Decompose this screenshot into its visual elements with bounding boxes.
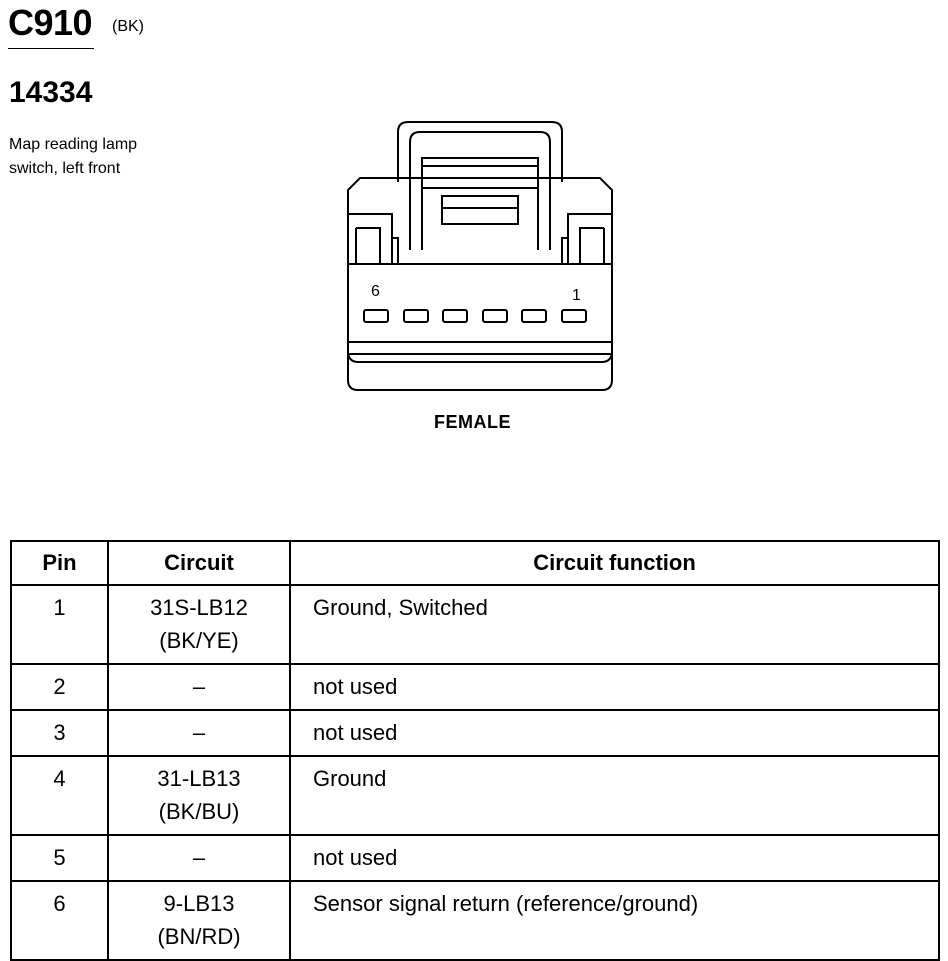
circuit-color: (BN/RD) xyxy=(157,924,241,949)
circuit-code: – xyxy=(192,720,206,745)
description-line-2: switch, left front xyxy=(9,160,121,177)
right-lock xyxy=(568,214,612,264)
connector-description xyxy=(9,133,189,181)
connector-gender-label: FEMALE xyxy=(434,412,511,432)
circuit-cell xyxy=(108,664,290,710)
part-number: 14334 xyxy=(9,76,93,109)
pin-1-cavity xyxy=(562,310,586,322)
circuit-cell xyxy=(108,881,290,960)
function-cell: Ground, Switched xyxy=(290,585,939,664)
table-row xyxy=(11,664,939,710)
circuit-cell xyxy=(108,835,290,881)
function-cell: Sensor signal return (reference/ground) xyxy=(290,881,939,960)
table-header-row xyxy=(11,541,939,585)
pin-3-cavity xyxy=(483,310,507,322)
connector-id: C910 xyxy=(8,2,93,43)
function-cell: not used xyxy=(290,710,939,756)
pin-cell: 3 xyxy=(11,710,108,756)
table-row xyxy=(11,756,939,835)
pin-2-cavity xyxy=(522,310,546,322)
title-underline xyxy=(8,48,94,49)
pin-cell: 6 xyxy=(11,881,108,960)
description-line-1: Map reading lamp xyxy=(9,136,138,153)
pin-4-cavity xyxy=(443,310,467,322)
circuit-cell xyxy=(108,710,290,756)
pin-5-cavity xyxy=(404,310,428,322)
latch-window xyxy=(422,158,538,188)
circuit-cell xyxy=(108,585,290,664)
circuit-color: (BK/YE) xyxy=(159,628,239,653)
table-row xyxy=(11,710,939,756)
circuit-code: 9-LB13 xyxy=(163,891,235,916)
pin-label-left: 6 xyxy=(371,283,380,300)
header-circuit-function: Circuit function xyxy=(290,541,939,585)
pin-cavities xyxy=(364,310,586,322)
circuit-cell xyxy=(108,756,290,835)
circuit-code: – xyxy=(192,845,206,870)
table-row xyxy=(11,835,939,881)
pin-cell: 2 xyxy=(11,664,108,710)
pin-cell: 1 xyxy=(11,585,108,664)
circuit-color: (BK/BU) xyxy=(158,799,240,824)
function-cell: not used xyxy=(290,664,939,710)
pin-label-right: 1 xyxy=(572,287,581,304)
left-lock xyxy=(348,214,392,264)
pin-cell: 5 xyxy=(11,835,108,881)
connector-face-diagram xyxy=(340,118,620,400)
header-circuit: Circuit xyxy=(108,541,290,585)
pin-cell: 4 xyxy=(11,756,108,835)
latch-tab xyxy=(442,196,518,224)
table-row xyxy=(11,881,939,960)
connector-body xyxy=(348,178,612,390)
function-cell: Ground xyxy=(290,756,939,835)
circuit-code: 31-LB13 xyxy=(157,766,241,791)
pinout-table xyxy=(10,540,940,961)
connector-color: (BK) xyxy=(112,18,144,35)
pin-6-cavity xyxy=(364,310,388,322)
circuit-code: 31S-LB12 xyxy=(150,595,248,620)
table-row xyxy=(11,585,939,664)
circuit-code: – xyxy=(192,674,206,699)
header-pin: Pin xyxy=(11,541,108,585)
function-cell: not used xyxy=(290,835,939,881)
